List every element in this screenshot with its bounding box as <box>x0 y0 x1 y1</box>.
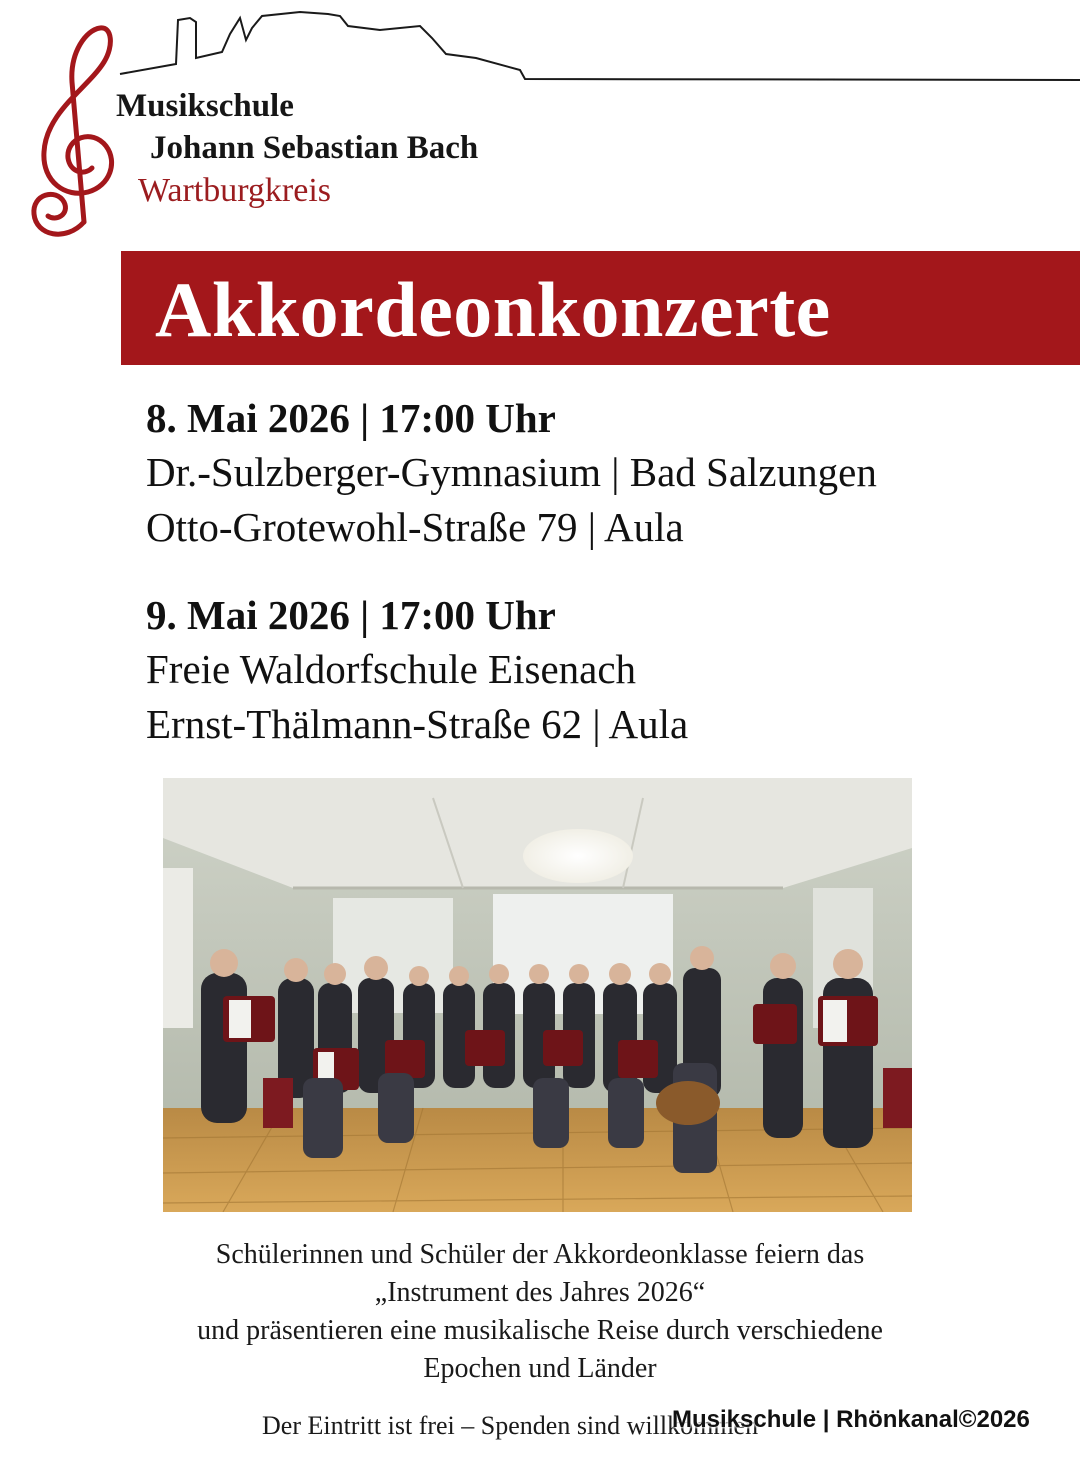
school-line-1: Musikschule <box>116 88 294 124</box>
school-line-2: Johann Sebastian Bach <box>150 130 479 166</box>
event-2 <box>146 588 688 752</box>
group-photo <box>163 778 912 1212</box>
event-1 <box>146 391 877 555</box>
title-banner <box>121 251 1080 365</box>
group-photo-image <box>163 778 912 1212</box>
event-1-date: 8. Mai 2026 | 17:00 Uhr <box>146 395 556 441</box>
description-line-2: „Instrument des Jahres 2026“ <box>374 1277 706 1308</box>
description <box>0 1236 1080 1388</box>
event-2-date: 9. Mai 2026 | 17:00 Uhr <box>146 592 556 638</box>
event-1-venue: Dr.-Sulzberger-Gymnasium | Bad Salzungen <box>146 449 877 495</box>
event-2-address: Ernst-Thälmann-Straße 62 | Aula <box>146 701 689 747</box>
description-line-3: und präsentieren eine musikalische Reise durch verschiedene <box>197 1315 883 1346</box>
admission-note: Der Eintritt ist frei – Spenden sind willkommen <box>262 1411 759 1440</box>
page-title: Akkordeonkonzerte <box>155 266 831 353</box>
event-2-venue: Freie Waldorfschule Eisenach <box>146 646 637 692</box>
photo-credit: Musikschule | Rhönkanal©2026 <box>672 1406 1030 1433</box>
event-1-address: Otto-Grotewohl-Straße 79 | Aula <box>146 504 684 550</box>
treble-clef-icon <box>26 22 126 252</box>
description-line-4: Epochen und Länder <box>423 1353 657 1384</box>
wartburg-castle-skyline-icon <box>0 0 1080 90</box>
description-line-1: Schülerinnen und Schüler der Akkordeonklasse feiern das <box>215 1239 865 1270</box>
school-line-3: Wartburgkreis <box>138 172 332 209</box>
